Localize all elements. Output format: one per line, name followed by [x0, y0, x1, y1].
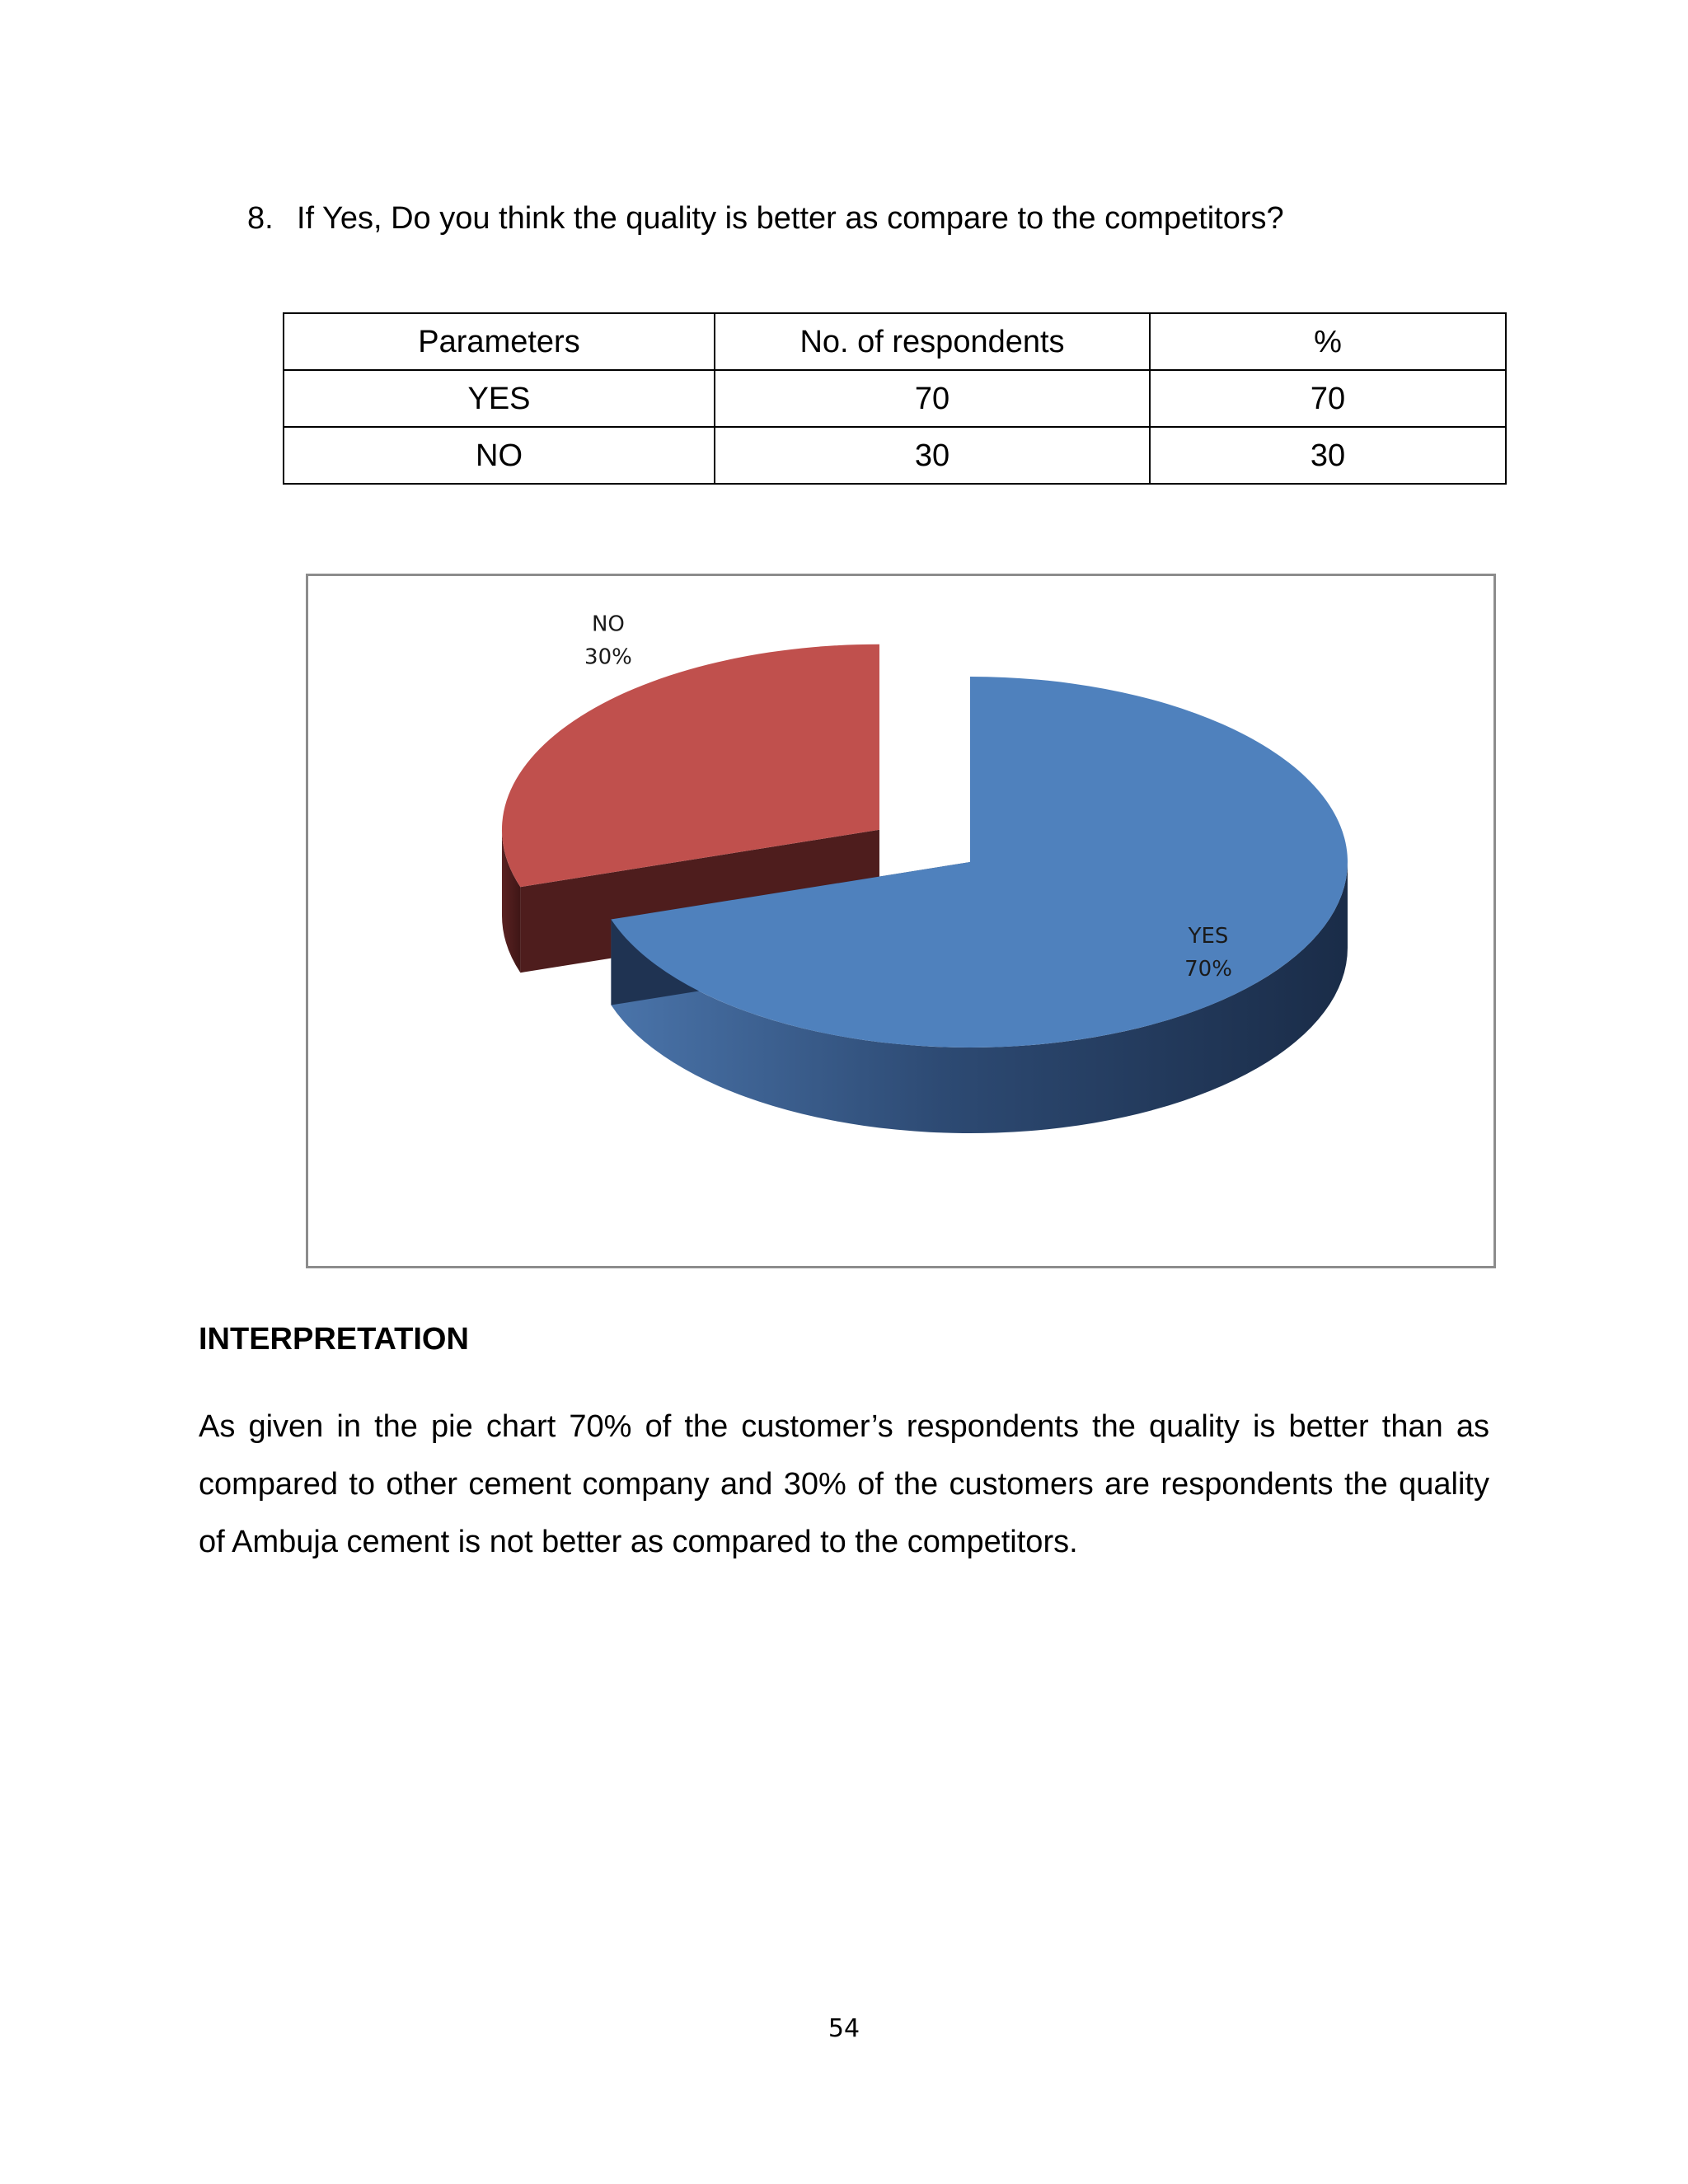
- responses-table: [283, 312, 1507, 485]
- table-cell: 30: [1150, 427, 1506, 484]
- data-label-yes-percent: 70%: [1184, 957, 1232, 982]
- question: [247, 198, 1284, 239]
- interpretation-text: As given in the pie chart 70% of the customer’s respondents the quality is better than as compared to other cement company and 30% of the customers are respondents the quality of Ambuja cement is not better as compared to the competitors.: [199, 1409, 1489, 1559]
- pie-chart: [308, 576, 1493, 1266]
- table-header-cell: Parameters: [284, 313, 715, 370]
- table-cell: YES: [284, 370, 715, 427]
- table-header-cell: No. of respondents: [715, 313, 1150, 370]
- table-cell: NO: [284, 427, 715, 484]
- question-number: 8.: [247, 201, 274, 236]
- table-cell: 30: [715, 427, 1150, 484]
- table-header-cell: %: [1150, 313, 1506, 370]
- page-number: 54: [828, 2014, 860, 2043]
- table-cell: 70: [1150, 370, 1506, 427]
- table-row: [284, 427, 1506, 484]
- data-label-no-category: NO: [591, 612, 625, 637]
- pie-chart-frame: [306, 574, 1496, 1268]
- question-text: If Yes, Do you think the quality is better as compare to the competitors?: [297, 201, 1284, 236]
- data-label-no-percent: 30%: [584, 644, 632, 670]
- table-header-row: [284, 313, 1506, 370]
- data-label-yes-category: YES: [1188, 924, 1229, 949]
- table-row: [284, 370, 1506, 427]
- table-cell: 70: [715, 370, 1150, 427]
- interpretation-heading: INTERPRETATION: [199, 1322, 469, 1357]
